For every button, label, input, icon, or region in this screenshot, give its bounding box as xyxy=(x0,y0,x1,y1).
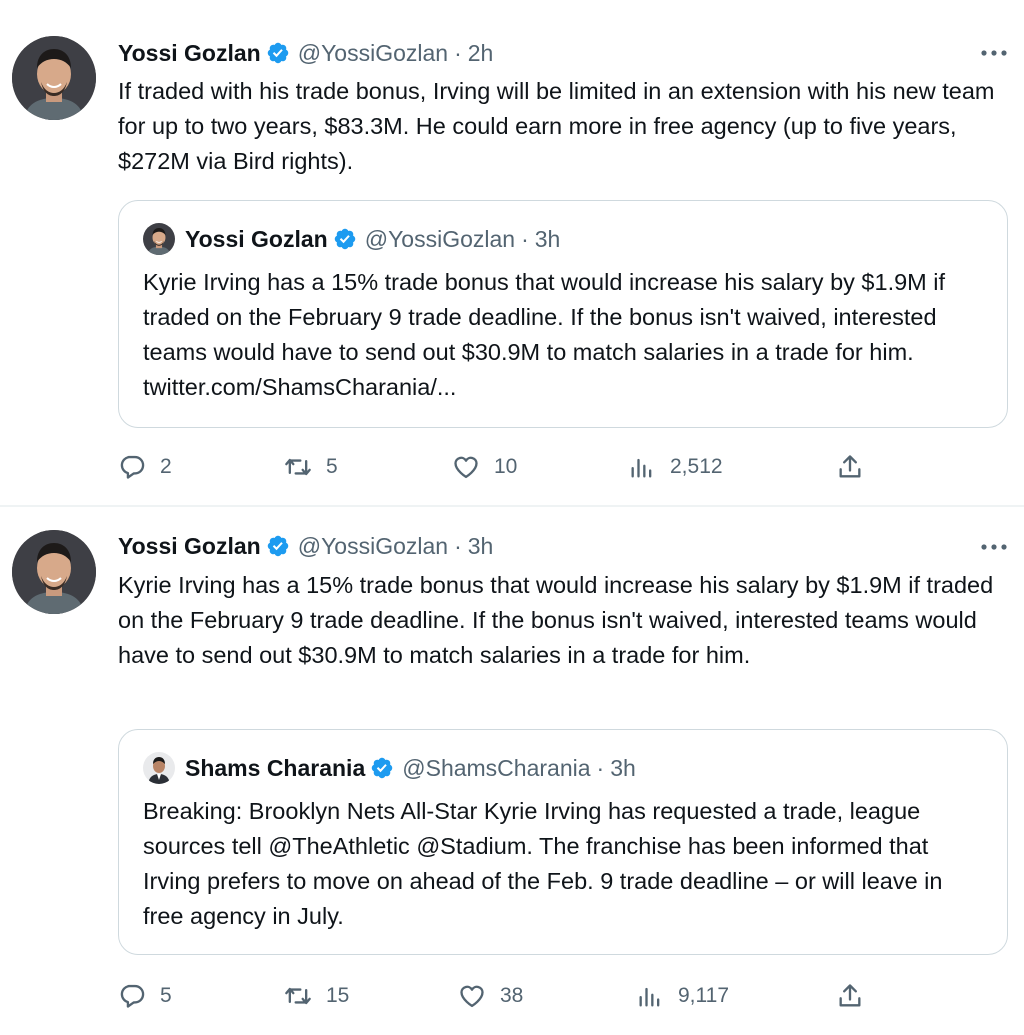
view-count: 9,117 xyxy=(678,984,729,1007)
avatar[interactable] xyxy=(12,36,96,120)
tweet-header xyxy=(118,37,493,69)
heart-icon xyxy=(452,453,480,481)
quoted-tweet[interactable] xyxy=(118,200,1008,428)
reply-icon xyxy=(118,982,146,1010)
share-button[interactable] xyxy=(836,979,878,1013)
tweet-text: Kyrie Irving has a 15% trade bonus that would increase his salary by $1.9M if traded on the February 9 trade deadline. If the bonus isn't waived, interested teams would have to send out $30.9M to match salaries in a trade for him. xyxy=(118,572,994,668)
quoted-tweet-text: Breaking: Brooklyn Nets All-Star Kyrie Irving has requested a trade, league sources tell @TheAthletic @Stadium. The franchise has been informed that Irving prefers to move on ahead of the Feb. 9 trade deadline – or will leave in free agency in July. xyxy=(143,798,943,929)
more-options-icon[interactable] xyxy=(980,48,1008,58)
timestamp[interactable]: 3h xyxy=(467,532,494,559)
yossi-avatar-image xyxy=(12,530,96,614)
views-chart-icon xyxy=(636,982,664,1010)
timestamp[interactable]: 2h xyxy=(467,39,494,66)
heart-icon xyxy=(458,982,486,1010)
author-name[interactable]: Yossi Gozlan xyxy=(118,39,261,66)
verified-badge-icon xyxy=(266,534,290,558)
views-button[interactable] xyxy=(628,450,723,484)
share-icon xyxy=(836,453,864,481)
more-options-icon[interactable] xyxy=(980,542,1008,552)
quoted-author-handle: @ShamsCharania xyxy=(402,754,591,781)
quoted-tweet-header xyxy=(143,752,636,784)
reply-button[interactable] xyxy=(118,450,172,484)
shams-avatar-image xyxy=(143,752,175,784)
action-bar xyxy=(118,450,878,484)
views-button[interactable] xyxy=(636,979,729,1013)
quoted-avatar xyxy=(143,223,175,255)
quoted-timestamp: 3h xyxy=(534,225,561,252)
yossi-avatar-small-image xyxy=(143,223,175,255)
tweet-header xyxy=(118,530,493,562)
quoted-timestamp: 3h xyxy=(610,754,636,781)
retweet-count: 15 xyxy=(326,984,350,1007)
quoted-tweet-header xyxy=(143,223,560,255)
like-button[interactable] xyxy=(452,450,517,484)
author-handle[interactable]: @YossiGozlan xyxy=(297,532,449,559)
retweet-icon xyxy=(284,453,312,481)
separator: · xyxy=(521,225,529,252)
verified-badge-icon xyxy=(333,227,357,251)
action-bar xyxy=(118,979,878,1013)
reply-icon xyxy=(118,453,146,481)
verified-badge-icon xyxy=(370,756,394,780)
author-handle[interactable]: @YossiGozlan xyxy=(297,39,449,66)
tweet-1[interactable] xyxy=(0,0,1024,505)
views-chart-icon xyxy=(628,453,656,481)
tweet-2[interactable] xyxy=(0,505,1024,1035)
tweet-text: If traded with his trade bonus, Irving will be limited in an extension with his new team for up to two years, $83.3M. He could earn more in free agency (up to five years, $272M via Bird rights). xyxy=(118,78,995,174)
avatar[interactable] xyxy=(12,530,96,614)
retweet-button[interactable] xyxy=(284,450,338,484)
separator: · xyxy=(454,532,462,559)
reply-count: 2 xyxy=(160,455,172,478)
quoted-tweet-text: Kyrie Irving has a 15% trade bonus that would increase his salary by $1.9M if traded on the February 9 trade deadline. If the bonus isn't waived, interested teams would have to send out $30.9M to match salaries in a trade for him. twitter.com/ShamsCharania/... xyxy=(143,269,946,400)
quoted-author-name: Yossi Gozlan xyxy=(185,225,328,252)
separator: · xyxy=(454,39,462,66)
share-button[interactable] xyxy=(836,450,878,484)
quoted-avatar xyxy=(143,752,175,784)
author-name[interactable]: Yossi Gozlan xyxy=(118,532,261,559)
yossi-avatar-image xyxy=(12,36,96,120)
separator: · xyxy=(596,754,605,781)
like-count: 10 xyxy=(494,455,518,478)
reply-count: 5 xyxy=(160,984,172,1007)
share-icon xyxy=(836,982,864,1010)
quoted-author-name: Shams Charania xyxy=(185,754,366,781)
retweet-icon xyxy=(284,982,312,1010)
reply-button[interactable] xyxy=(118,979,172,1013)
view-count: 2,512 xyxy=(670,455,723,478)
quoted-author-handle: @YossiGozlan xyxy=(364,225,516,252)
retweet-count: 5 xyxy=(326,455,338,478)
quoted-tweet[interactable] xyxy=(118,729,1008,955)
verified-badge-icon xyxy=(266,41,290,65)
like-count: 38 xyxy=(500,984,524,1007)
like-button[interactable] xyxy=(458,979,523,1013)
retweet-button[interactable] xyxy=(284,979,349,1013)
